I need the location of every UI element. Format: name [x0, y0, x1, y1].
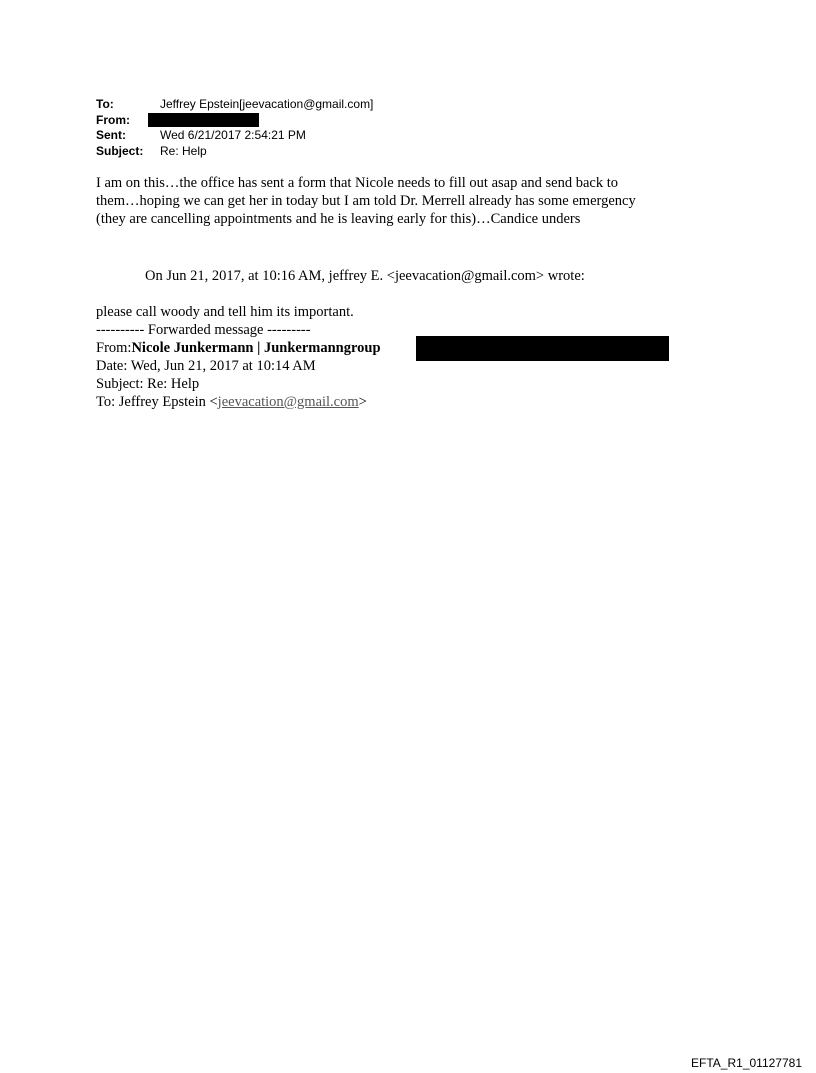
subject-value: Re: Help — [160, 143, 207, 158]
header-from-row — [96, 113, 373, 129]
from-redaction — [148, 113, 259, 127]
email-header — [96, 97, 373, 159]
subject-label: Subject: — [96, 143, 144, 158]
quote-attribution: On Jun 21, 2017, at 10:16 AM, jeffrey E. <jeevacation@gmail.com> wrote: — [145, 268, 585, 284]
to-value: Jeffrey Epstein[jeevacation@gmail.com] — [160, 97, 374, 111]
forward-message: please call woody and tell him its important. — [96, 304, 354, 320]
forward-to-email-link[interactable]: jeevacation@gmail.com — [217, 394, 359, 410]
forward-to-prefix: To: Jeffrey Epstein < — [96, 394, 218, 410]
forward-to-suffix: > — [358, 394, 367, 410]
sent-label: Sent: — [96, 128, 126, 142]
forward-from-row — [96, 339, 381, 357]
body-line: (they are cancelling appointments and he is leaving early for this)…Candice unders — [96, 211, 581, 227]
to-label: To: — [96, 97, 114, 111]
forward-subject: Subject: Re: Help — [96, 376, 200, 392]
forward-from-prefix: From: — [96, 340, 132, 356]
body-line: them…hoping we can get her in today but I am told Dr. Merrell already has some emergency — [96, 193, 636, 209]
document-id: EFTA_R1_01127781 — [691, 1056, 802, 1070]
forward-to-row — [96, 393, 381, 411]
header-subject-row — [96, 144, 373, 160]
header-sent-row — [96, 128, 373, 144]
sent-value: Wed 6/21/2017 2:54:21 PM — [160, 128, 306, 142]
message-body — [96, 174, 716, 228]
forwarded-section — [96, 303, 381, 411]
body-line: I am on this…the office has sent a form that Nicole needs to fill out asap and send back to — [96, 175, 618, 191]
forward-date: Date: Wed, Jun 21, 2017 at 10:14 AM — [96, 358, 316, 374]
sender-email-redaction — [416, 336, 669, 361]
forward-separator: ---------- Forwarded message --------- — [96, 322, 311, 338]
header-to-row — [96, 97, 373, 113]
forward-from-name: Nicole Junkermann | Junkermanngroup — [131, 340, 381, 356]
from-label: From: — [96, 112, 130, 127]
